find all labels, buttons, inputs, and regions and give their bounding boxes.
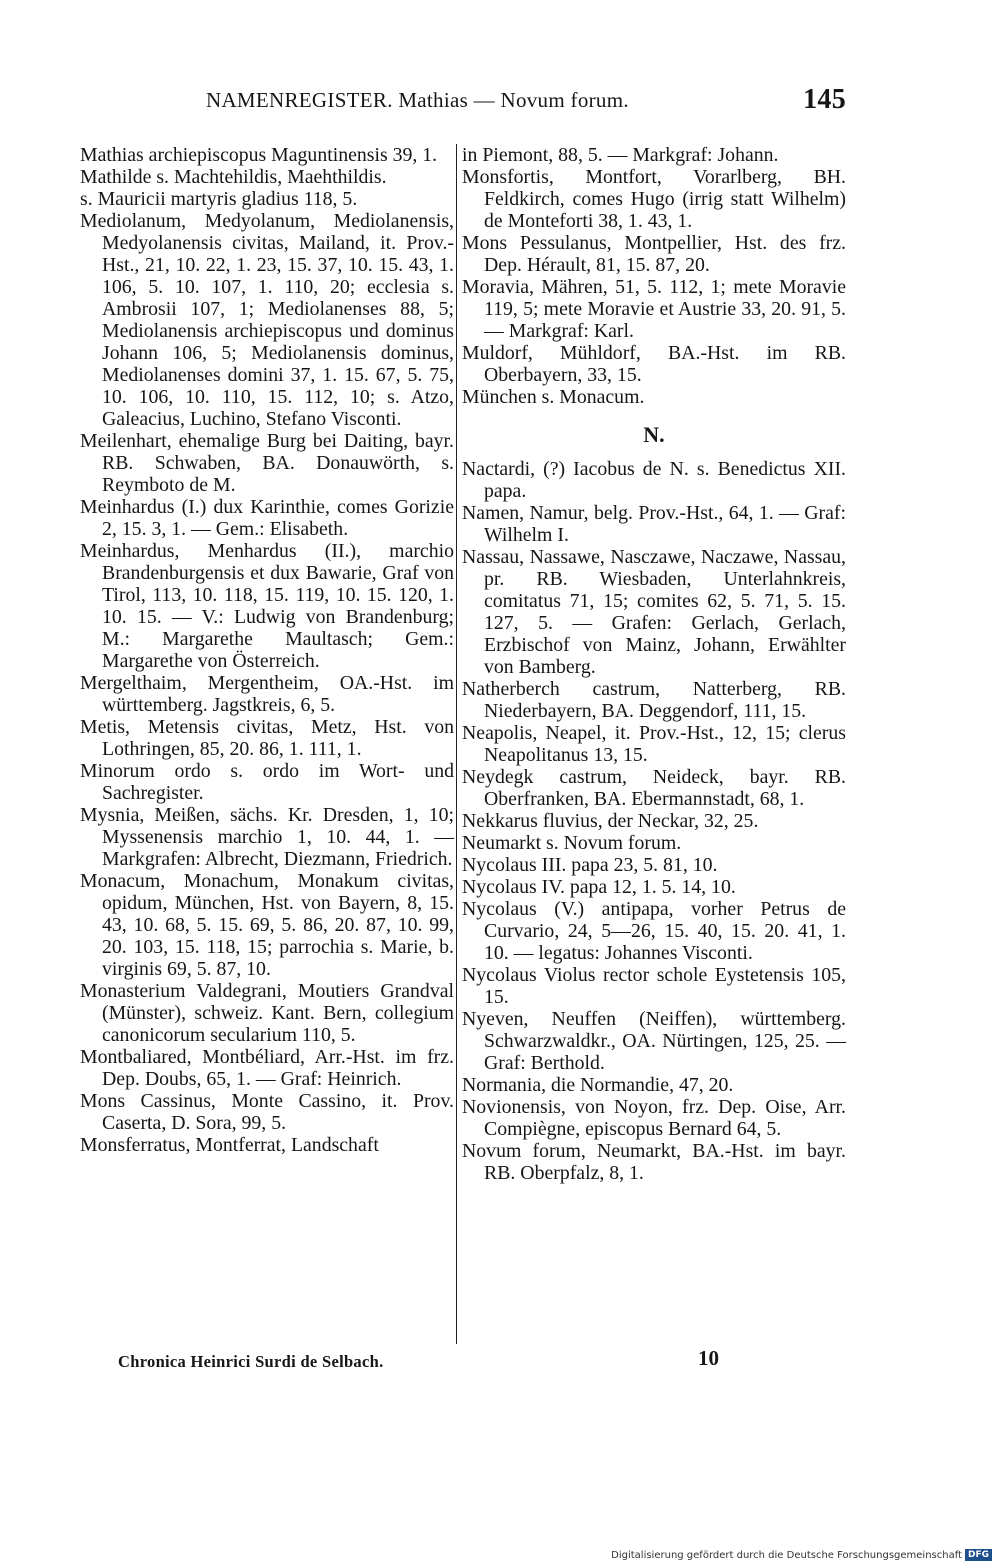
register-entry: Neapolis, Neapel, it. Prov.-Hst., 12, 15; clerus Neapolitanus 13, 15. bbox=[462, 722, 846, 766]
register-entry: Neydegk castrum, Neideck, bayr. RB. Oberfranken, BA. Ebermannstadt, 68, 1. bbox=[462, 766, 846, 810]
register-entry: Natherberch castrum, Natterberg, RB. Niederbayern, BA. Deggendorf, 111, 15. bbox=[462, 678, 846, 722]
register-entry: s. Mauricii martyris gladius 118, 5. bbox=[80, 188, 358, 210]
right-m-entries bbox=[462, 144, 846, 408]
left-column bbox=[80, 144, 454, 1156]
page-header bbox=[86, 86, 846, 120]
register-entry: Monasterium Valdegrani, Moutiers Grandval (Münster), schweiz. Kant. Bern, collegium canonicorum secularium 110, 5. bbox=[80, 980, 454, 1046]
register-entry: Minorum ordo s. ordo im Wort- und Sachregister. bbox=[80, 760, 454, 804]
right-n-entries bbox=[462, 458, 846, 1184]
register-entry: Montbaliared, Montbéliard, Arr.-Hst. im frz. Dep. Doubs, 65, 1. — Graf: Heinrich. bbox=[80, 1046, 454, 1090]
register-entry: Muldorf, Mühldorf, BA.-Hst. im RB. Oberbayern, 33, 15. bbox=[462, 342, 846, 386]
page-footer bbox=[80, 1346, 846, 1380]
register-entry: Neumarkt s. Novum forum. bbox=[462, 832, 682, 854]
register-entry: Nyeven, Neuffen (Neiffen), württemberg. Schwarzwaldkr., OA. Nürtingen, 125, 25. — Graf: Berthold. bbox=[462, 1008, 846, 1074]
register-entry: Meinhardus (I.) dux Karinthie, comes Gorizie 2, 15. 3, 1. — Gem.: Elisabeth. bbox=[80, 496, 454, 540]
register-entry: Mergelthaim, Mergentheim, OA.-Hst. im württemberg. Jagstkreis, 6, 5. bbox=[80, 672, 454, 716]
register-entry: Novum forum, Neumarkt, BA.-Hst. im bayr. RB. Oberpfalz, 8, 1. bbox=[462, 1140, 846, 1184]
right-column bbox=[462, 144, 846, 1184]
register-entry: Nycolaus III. papa 23, 5. 81, 10. bbox=[462, 854, 718, 876]
register-entry: München s. Monacum. bbox=[462, 386, 645, 408]
register-entry: in Piemont, 88, 5. — Markgraf: Johann. bbox=[462, 144, 779, 166]
register-entry: Mathias archiepiscopus Maguntinensis 39, 1. bbox=[80, 144, 438, 166]
register-entry: Meinhardus, Menhardus (II.), marchio Brandenburgensis et dux Bawarie, Graf von Tirol, 113, 10. 118, 15. 119, 10. 15. 120, 1. 10. 15. — V.: Ludwig von Brandenburg; M.: Margarethe Maultasch; Gem.: Margarethe von Österreich. bbox=[80, 540, 454, 672]
dfg-logo: DFG bbox=[965, 1549, 992, 1561]
register-entry: Namen, Namur, belg. Prov.-Hst., 64, 1. — Graf: Wilhelm I. bbox=[462, 502, 846, 546]
register-entry: Moravia, Mähren, 51, 5. 112, 1; mete Moravie 119, 5; mete Moravie et Austrie 33, 20. 91, 5. — Markgraf: Karl. bbox=[462, 276, 846, 342]
register-entry: Monsfortis, Montfort, Vorarlberg, BH. Feldkirch, comes Hugo (irrig statt Wilhelm) de Monteforti 38, 1. 43, 1. bbox=[462, 166, 846, 232]
register-entry: Nycolaus Violus rector schole Eystetensis 105, 15. bbox=[462, 964, 846, 1008]
register-entry: Normania, die Normandie, 47, 20. bbox=[462, 1074, 734, 1096]
register-entry: Monacum, Monachum, Monakum civitas, opidum, München, Hst. von Bayern, 8, 15. 43, 10. 68, 5. 15. 69, 5. 86, 20. 87, 10. 99, 20. 103, 15. 118, 15; parrochia s. Marie, b. virginis 69, 5. 87, 10. bbox=[80, 870, 454, 980]
register-entry: Nactardi, (?) Iacobus de N. s. Benedictus XII. papa. bbox=[462, 458, 846, 502]
register-entry: Mons Cassinus, Monte Cassino, it. Prov. Caserta, D. Sora, 99, 5. bbox=[80, 1090, 454, 1134]
register-columns bbox=[80, 144, 846, 1344]
signature-mark: 10 bbox=[698, 1346, 719, 1370]
register-entry: Mons Pessulanus, Montpellier, Hst. des frz. Dep. Hérault, 81, 15. 87, 20. bbox=[462, 232, 846, 276]
register-entry: Mediolanum, Medyolanum, Mediolanensis, Medyolanensis civitas, Mailand, it. Prov.-Hst., 21, 10. 22, 1. 23, 15. 37, 10. 15. 43, 1. 106, 5. 10. 107, 1. 110, 20; ecclesia s. Ambrosii 107, 1; Mediolanenses 88, 5; Mediolanensis archiepiscopus und dominus Johann 106, 5; Mediolanensis dominus, Mediolanenses domini 37, 1. 15. 67, 5. 75, 10. 106, 10. 110, 15. 112, 10; s. Atzo, Galeacius, Luchino, Stefano Visconti. bbox=[80, 210, 454, 430]
section-letter-n: N. bbox=[643, 422, 665, 447]
register-entry: Nycolaus (V.) antipapa, vorher Petrus de Curvario, 24, 5—26, 15. 40, 15. 20. 41, 1. 10. — legatus: Johannes Visconti. bbox=[462, 898, 846, 964]
register-entry: Metis, Metensis civitas, Metz, Hst. von Lothringen, 85, 20. 86, 1. 111, 1. bbox=[80, 716, 454, 760]
register-entry: Nassau, Nassawe, Nasczawe, Naczawe, Nassau, pr. RB. Wiesbaden, Unterlahnkreis, comitatus 71, 15; comites 62, 5. 71, 5. 15. 127, 5. — Grafen: Gerlach, Gerlach, Erzbischof von Mainz, Johann, Erwählter von Bamberg. bbox=[462, 546, 846, 678]
column-divider bbox=[456, 144, 457, 1344]
digitization-credit bbox=[611, 1548, 992, 1562]
register-entry: Novionensis, von Noyon, frz. Dep. Oise, Arr. Compiègne, episcopus Bernard 64, 5. bbox=[462, 1096, 846, 1140]
digitization-note: Digitalisierung gefördert durch die Deutsche Forschungsgemeinschaft bbox=[611, 1549, 962, 1561]
register-entry: Monsferratus, Montferrat, Landschaft bbox=[80, 1134, 379, 1156]
register-entry: Mysnia, Meißen, sächs. Kr. Dresden, 1, 10; Myssenensis marchio 1, 10. 44, 1. — Markgrafen: Albrecht, Diezmann, Friedrich. bbox=[80, 804, 454, 870]
register-entry: Meilenhart, ehemalige Burg bei Daiting, bayr. RB. Schwaben, BA. Donauwörth, s. Reymboto de M. bbox=[80, 430, 454, 496]
register-entry: Mathilde s. Machtehildis, Maehthildis. bbox=[80, 166, 387, 188]
footer-book-title: Chronica Heinrici Surdi de Selbach. bbox=[118, 1352, 384, 1371]
register-entry: Nycolaus IV. papa 12, 1. 5. 14, 10. bbox=[462, 876, 736, 898]
register-entry: Nekkarus fluvius, der Neckar, 32, 25. bbox=[462, 810, 759, 832]
page-number: 145 bbox=[803, 84, 846, 115]
running-title: NAMENREGISTER. Mathias — Novum forum. bbox=[206, 88, 629, 112]
